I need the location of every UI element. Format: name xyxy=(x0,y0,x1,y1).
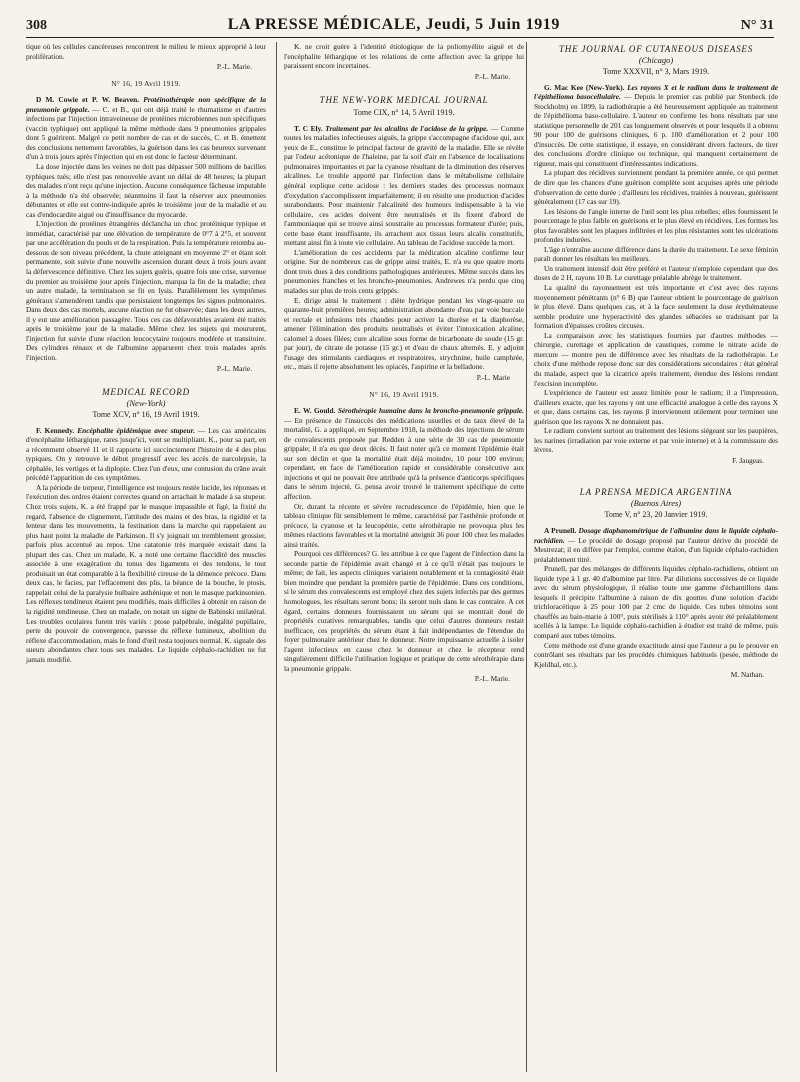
article-title: Traitement par les alcalins de l'acidose de la grippe. xyxy=(325,123,489,133)
journal-title xyxy=(228,16,560,34)
column-2 xyxy=(284,42,524,684)
article-title: Dosage diaphanométrique de l'albumine dans le liquide céphalo-rachidien. xyxy=(534,525,779,545)
journal-name: LA PRESSE MÉDICALE, xyxy=(227,16,421,33)
article-authors: G. Mac Kee (New-York). xyxy=(544,82,625,92)
signature: P.-L. Marie. xyxy=(474,71,510,81)
abstract-lead xyxy=(284,406,524,501)
journal-city: (New-York) xyxy=(126,398,166,409)
article-title: Protéinothérapie non spécifique de la pneumonie grippale. xyxy=(26,95,266,114)
paragraph: tique où les cellules cancéreuses rencontrent le milieu le mieux approprié à leur prolifération. xyxy=(26,42,266,61)
signature: P.-L. Marie. xyxy=(216,62,252,72)
article-authors: D M. Cowie et P. W. Beaven. xyxy=(36,95,140,105)
article-title: Encéphalite épidémique avec stupeur. xyxy=(77,425,195,435)
paragraph: La qualité du rayonnement est très importante et c'est avec des rayons moyennement pénétrants (n° 6 B) que l'auteur obtient le pourcentage de guérison le plus élevé. Dans quelques cas, et à la face seulement la dose érythémateuse semble produire une hyperactivité des glandes sébacées se traduisant par la formation d'épaisses croûtes circuses. xyxy=(534,283,778,331)
abstract-lead xyxy=(284,124,524,248)
journal-city: (Buenos Aires) xyxy=(630,498,682,509)
paragraph: L'âge n'entraîne aucune différence dans la durée du traitement. Le sexe féminin paraît donner les résultats les meilleurs. xyxy=(534,244,778,264)
paragraph: — Comme toutes les maladies infectieuses aiguës, la grippe s'accompagne d'acidose qui, aux yeux de E., constitue le principal facteur de gravité de la maladie. Elle se révèle par l'odeur acétonique de l'haleine, par la soif d'air en l'absence de localisations pulmonaires importantes et par la cyanose résultant de la diminution des réserves alcalines. Le trouble apporté par l'infection dans le métabolisme cellulaire général explique cette acidose : les derniers stades des processus normaux d'oxydation s'accomplissent imparfaitement; il en résulte une production d'acides surabondants. Pour maintenir l'alcalinité des humeurs indispensable à la vie cellulaire, ces acides doivent être neutralisés et ils fixent d'abord de l'ammoniaque qui se trouve ainsi soustraite au processus formateur d'urée; puis, cette base étant insuffisante, ils arrachent aux tissus leurs alcalis constitutifs, mettant ainsi fin à toute vie cellulaire. Au tableau de l'acidose succède la mort. xyxy=(284,123,525,248)
paragraph: La plupart des récidives surviennent pendant la première année, ce qui permet de dire que les chances d'une guérison complète sont acquises après une période d'observation de cette durée ; d'ailleurs les récidives, traitées à nouveau, guérissent généralement (17 cas sur 19). xyxy=(534,168,778,207)
journal-section-title: MEDICAL RECORD xyxy=(102,387,190,398)
abstract-lead xyxy=(534,526,778,564)
paragraph: La dose injectée dans les veines ne doit pas dépasser 500 millions de bacilles typhiques tués; elle n'est pas renouvelée avant un délai de 48 heures; la plupart des malades n'ont reçu qu'une injection. Aucune conséquence fâcheuse imputable à la méthode n'a été observée; néanmoins il faut la réserver aux pneumonies débutantes et elle est contre-indiquée après le troisième jour de la maladie et au cas d'endocardite aiguë ou d'insuffisance du myocarde. xyxy=(26,162,266,219)
paragraph: — C. et B., qui ont déjà traité le rhumatisme et d'autres infections par l'injection intraveineuse de protéines microbiennes non spécifiques (vaccin typhique) ont appliqué la même méthode dans 9 pneumonies grippales dont 5 guérirent. Malgré ce petit nombre de cas et de succès, C. et B. émettent des conclusions nettement favorables, la guérison dans les cas heureux survenant d'un à trois jours après l'injection qui en est donc le facteur déterminant. xyxy=(26,104,266,162)
paragraph: — Le procédé de dosage proposé par l'auteur dérive du procédé de Mestrezat; il en diffère par l'emploi, comme étalon, d'un liquide céphalo-rachidien préalablement titré. xyxy=(534,535,778,564)
signature: F. Jaugeas. xyxy=(732,455,764,465)
issue-date-line: N° 16, 19 Avril 1919. xyxy=(369,389,439,399)
article-title: Les rayons X et le radium dans le traitement de l'épithélioma basocellulaire. xyxy=(534,82,778,102)
paragraph: L'injection de protéines étrangères déclancha un choc protéinique typique et immédiat, caractérisé par une élévation de température de 0°7 à 2°5, et souvent par une accélération du pouls et de la respiration. Puis la température retomba au-dessous de son niveau précédent, la chute atteignant en moyenne 2° et étant soit permanente, soit suivie d'une nouvelle ascension durant deux à trois jours avant la défervescence définitive. Chez les sujets guéris, quatre fois une crise, survenue du premier au troisième jour après l'injection, marqua la fin de la maladie; chez un autre malade, la terminaison se fit en lysis. Parallèlement les symptômes généraux s'amendèrent tandis que persistaient longtemps les signes pulmonaires. Dans deux des cas mortels, aucune réaction ne fut observée; dans les deux autres, il y eut une amélioration passagère. Tous ces cas défavorables avaient été traités après le troisième jour de la maladie. Même chez les sujets qui moururent, l'injection fut suivie d'une réaction leucocytaire toujours modérée et transitoire. Des cylindres rénaux et de l'albumine apparurent chez trois malades après l'injection. xyxy=(26,219,266,362)
paragraph: Pourquoi ces différences? G. les attribue à ce que l'agent de l'infection dans la seconde partie de l'épidémie avait changé et à ce qu'il n'était pas toujours le même; de fait, les aspects cliniques variaient notablement et la contagiosité était bien moindre que pendant la première partie de l'épidémie. Dans ces conditions, si le sérum des convalescents est employé chez des sujets infectés par des germes homologues, les résultats seront bons; ils seront nuls dans le cas contraire. A cet égard, certains donneurs fournissaient un sérum qui se montrait doué de propriétés curatives remarquables, tandis que celui d'autres donneurs restait inefficace, ces propriétés du sérum étant à fait indépendantes de l'étendue du foyer pulmonaire antérieur chez le donneur. Notre impuissance actuelle à isoler l'agent infectieux en cause chez le donneur et chez le récepteur rend singulièrement difficile l'utilisation logique et pratique de cette sérothérapie dans la pneumonie grippale. xyxy=(284,549,524,673)
journal-tome: Tome XCV, n° 16, 19 Avril 1919. xyxy=(92,410,200,420)
journal-section-title: LA PRENSA MEDICA ARGENTINA xyxy=(579,487,733,498)
abstract-lead xyxy=(534,83,778,169)
issue-date-line: N° 16, 19 Avril 1919. xyxy=(111,78,181,88)
paragraph: A la période de torpeur, l'intelligence est toujours restée lucide, les réponses et l'exécution des ordres étaient correctes quand on arrachait le malade à sa stupeur. Chez trois sujets, K. a été frappé par le masque impassible et figé, la fixité du regard, l'absence de clignement, l'attitude des mains et des bras, la rigidité et la lenteur dans les mouvements, la festination dans la marche qui rappelaient au plus haut point la maladie de Parkinson. Il s'y joignait un tremblement grossier, parfois plus accentué au repos. Une catatonie très marquée existait dans la plupart des cas. Chez un malade, K. a noté une certaine flaccidité des muscles associée à une exagération du tonus des ligaments et des tendons, le tout produisait un état comparable à la flexibilité cireuse de la démence précoce. Dans deux cas, le facies, par l'effacement des plis, la béance de la bouche, le ptosis, rappelait celui de la paralysie bulbaire asthénique et non le masque parkinsonien. Les réflexes tendineux étaient peu modifiés, mais difficiles à obtenir en raison de la rigidité tendineuse. Chez un malade, on notait un signe de Babinski unilatéral. Les troubles oculaires furent très variés : ptose palpébrale, inégalité pupillaire, perte du pouvoir de convergence, paresse du réflexe lumineux, abolition du réflexe d'accommodation, mais le fond d'œil resta toujours normal. K. signale des sueurs abondantes chez tous ses malades. Le liquide céphalo-rachidien ne fut jamais modifié. xyxy=(26,482,266,664)
journal-tome: Tome V, n° 23, 20 Janvier 1919. xyxy=(604,510,708,520)
abstract-lead xyxy=(26,95,266,162)
page-number: 308 xyxy=(26,18,47,33)
article-title: Sérothérapie humaine dans la broncho-pneumonie grippale. xyxy=(337,406,524,416)
paragraph: Prunell, par des mélanges de différents liquides céphalo-rachidiens, obtient un liquide type à 1 gr. 40 d'albumine par litre. Par dilutions successives de ce liquide avec du sérum physiologique, il réalise toute une gamme d'échantillons dans lesquels il précipite l'albumine à raison de dix gouttes d'une solution d'acide trichloracétique à 25 pour 100 par 2 cmc de liquide. Ces tubes témoins sont chauffés au bain-marie à 100°, puis stérilisés à 110° après avoir été préalablement scellés à la lampe. Le liquide céphalo-rachidien à étudier est traité de même, puis comparé aux tubes témoins. xyxy=(534,564,778,640)
signature: P.-L. Marie xyxy=(476,372,510,382)
column-1 xyxy=(26,42,266,664)
column-rule-2 xyxy=(526,42,527,1072)
journal-city: (Chicago) xyxy=(638,55,674,65)
signature: P.-L. Marie. xyxy=(216,363,252,373)
journal-tome: Tome CIX, n° 14, 5 Avril 1919. xyxy=(353,108,455,118)
journal-section-title: THE NEW-YORK MEDICAL JOURNAL xyxy=(319,95,489,106)
page-header xyxy=(26,10,774,38)
abstract-lead xyxy=(26,426,266,483)
signature: P.-L. Marie. xyxy=(474,674,510,684)
journal-section-title: THE JOURNAL OF CUTANEOUS DISEASES xyxy=(558,44,754,54)
article-authors: F. Kennedy. xyxy=(36,425,75,435)
column-rule-1 xyxy=(276,42,277,1072)
column-3 xyxy=(534,42,778,680)
paragraph: — En présence de l'insuccès des médications usuelles et du taux élevé de la mortalité, G. a appliqué, en Septembre 1918, la méthode des injections de sérum de convalescents proposée par Redden à une série de 30 cas de pneumonie grippale; il n'a eu que deux décès. Il faut noter qu'à ce moment l'épidémie était sur son déclin et que la mortalité était déjà moindre, 10 pour 100 environ; cependant, en face de l'amélioration rapide et considérable consécutive aux injections et qui ne pouvait être attribuée qu'à la présence d'anticorps spécifiques dans le sérum injecté, G. pensa avoir trouvé le traitement spécifique de cette affection. xyxy=(284,415,524,501)
paragraph: Un traitement intensif doit être préféré et l'auteur n'emploie cependant que des doses de 2 H, rayons 10 B. Le curettage préalable abrège le traitement. xyxy=(534,263,778,283)
paragraph: La comparaison avec les statistiques fournies par d'autres méthodes — chirurgie, curettage et application de caustiques, comme le nitrate acide de mercure — montre peu de différence avec les résultats de la radiothérapie. Le choix d'une méthode repose donc sur des considérations secondaires : état général du malade, aspect que la cicatrice après traitement, étendue des lésions rendant l'excision incomplète. xyxy=(534,330,778,388)
issue-date: Jeudi, 5 Juin 1919 xyxy=(425,16,560,33)
journal-tome: Tome XXXVII, n° 3, Mars 1919. xyxy=(602,67,710,76)
paragraph: Les lésions de l'angle interne de l'œil sont les plus rebelles; elles fournissent le pourcentage le plus faible en guérisons et le plus élevé en récidives. Les formes les plus favorables sont les plaques infiltrées et les plus résistantes sont les ulcérations profondes indurées. xyxy=(534,206,778,245)
article-authors: A Prunell. xyxy=(544,525,577,535)
paragraph: L'amélioration de ces accidents par la médication alcaline confirme leur origine. Sur de nombreux cas de grippe ainsi traités, E. n'a eu que quatre morts dont trois dues à des conditions pathologiques antérieures. Même succès dans les pneumonies franches et les broncho-pneumonies. Andrewes n'a perdu que cinq malades sur plus de trois cents grippés. xyxy=(284,247,524,296)
article-authors: E. W. Gould. xyxy=(294,406,336,416)
article-authors: T. C Ely. xyxy=(294,123,323,133)
paragraph: — Depuis le premier cas publié par Stenbeck (de Stockholm) en 1899, la radiothérapie a été heureusement appliquée au traitement de l'épithélioma baso-cellulaire. L'auteur en confirme les bons résultats par une statistique personnelle de 201 cas longuement observés et pour lesquels il a obtenu 90 pour 100 de guérisons cliniques, 6 p. 100 d'amélioration et 2 pour 100 d'insuccès. De cette statistique, il essaye, en considérant divers facteurs, de tirer des conclusions d'ordre clinique ou technique, qui manquent certainement de rigueur, mais qui constituent d'intéressantes indications. xyxy=(534,92,778,168)
paragraph: — Les cas américains d'encéphalite léthargique, rares jusqu'ici, vont se multipliant. K., pour sa part, en a récemment observé 11 et il rapporte ici succinctement l'histoire de 4 des plus typiques. On y retrouve le début progressif avec les accès de narcolepsie, la céphalée, les vertiges et la diplopie. Chez l'un d'eux, une contusion du crâne avait précédé l'apparition de ces symptômes. xyxy=(26,425,267,483)
signature: M. Nathan. xyxy=(730,670,764,680)
paragraph: K. ne croit guère à l'identité étiologique de la poliomyélite aiguë et de l'encéphalite léthargique et les relations de cette affection avec la grippe lui paraissent encore incertaines. xyxy=(284,42,524,71)
paragraph: Le radium convient surtout au traitement des lésions siégeant sur les paupières, les narines (irradiation par voie externe et par voie interne) et à la commissure des lèvres. xyxy=(534,426,778,455)
paragraph: Or, durant la récente et sévère recrudescence de l'épidémie, bien que le tableau clinique fût sensiblement le même, caractérisé par l'asthénie profonde et précoce, la cyanose et la leucopénie, cette sérothérapie ne provoqua plus les mêmes réactions favorables et la mortalité atteignit 36 pour 100 chez les malades ainsi traités. xyxy=(284,501,524,549)
paragraph: L'expérience de l'auteur est assez limitée pour le radium; il a l'impression, d'ailleurs exacte, que les rayons γ ont une efficacité analogue à celle des rayons X et que, dans certains cas, les rayons β interviennent utilement pour terminer une guérison que les rayons X ne donnaient pas. xyxy=(534,388,778,426)
paragraph: Cette méthode est d'une grande exactitude ainsi que l'auteur a pu le prouver en contrôlant ses résultats par les procédés chimiques habituels (pesée, méthode de Kjeldhal, etc.). xyxy=(534,640,778,669)
paragraph: E. dirige ainsi le traitement : diète hydrique pendant les vingt-quatre ou quarante-huit premières heures; administration abondante d'eau par voie buccale et rectale et infusions très chaudes pour activer la diurèse et la diaphorèse, amener l'élimination des produits neutralisés et éviter l'intoxication alcaline; calomel à doses filées; cure alcaline sous forme de bicarbonate de soude (15 gr. par jour), de citrate de potasse (15 gr.) et d'eau de chaux alternés. E. y adjoint l'usage des stimulants cardiaques et respiratoires, strychnine, huile camphrée, etc., mais il rejette absolument les opiacés, l'aspirine et la belladone. xyxy=(284,295,524,372)
issue-number: N° 31 xyxy=(740,18,774,33)
